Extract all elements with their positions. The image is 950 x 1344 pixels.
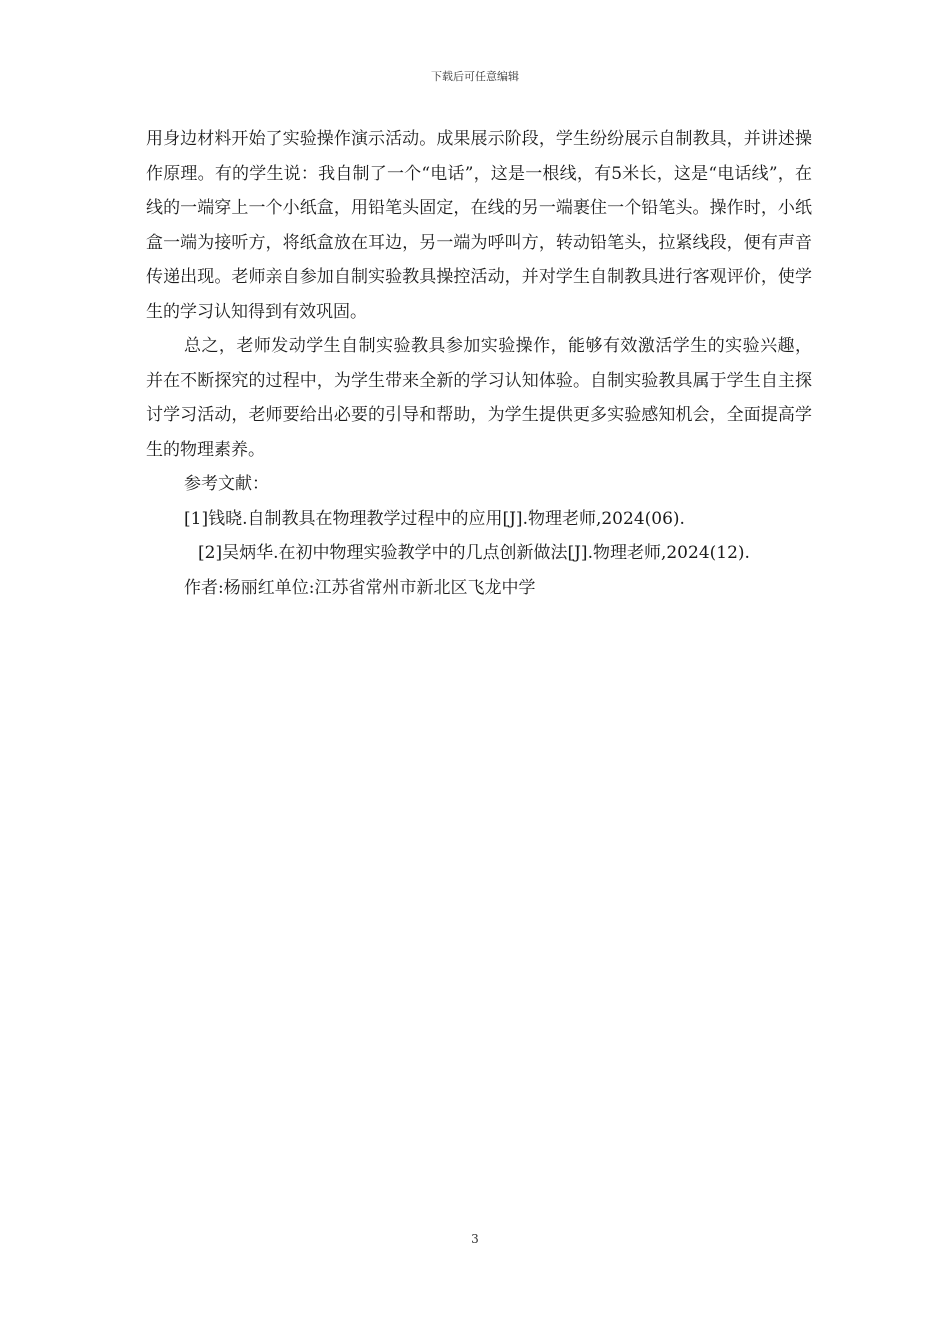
- document-body: [146, 122, 812, 605]
- author-line: 作者:杨丽红单位:江苏省常州市新北区飞龙中学: [184, 577, 536, 598]
- page-header-note: 下载后可任意编辑: [431, 70, 519, 83]
- reference-1: [1]钱晓.自制教具在物理教学过程中的应用[J].物理老师,2024(06).: [184, 508, 685, 529]
- page-number: 3: [471, 1232, 479, 1246]
- reference-2: [2]吴炳华.在初中物理实验教学中的几点创新做法[J].物理老师,2024(12).: [198, 543, 750, 563]
- body-paragraph-2: 总之，老师发动学生自制实验教具参加实验操作，能够有效激活学生的实验兴趣，并在不断探究的过程中，为学生带来全新的学习认知体验。自制实验教具属于学生自主探讨学习活动，老师要给出必要的引导和帮助，为学生提供更多实验感知机会，全面提高学生的物理素养。: [146, 336, 812, 460]
- body-paragraph-1: 用身边材料开始了实验操作演示活动。成果展示阶段，学生纷纷展示自制教具，并讲述操作原理。有的学生说：我自制了一个“电话”，这是一根线，有5米长，这是“电话线”，在线的一端穿上一个小纸盒，用铅笔头固定，在线的另一端裹住一个铅笔头。操作时，小纸盒一端为接听方，将纸盒放在耳边，另一端为呼叫方，转动铅笔头，拉紧线段，便有声音传递出现。老师亲自参加自制实验教具操控活动，并对学生自制教具进行客观评价，使学生的学习认知得到有效巩固。: [146, 129, 812, 322]
- references-heading: 参考文献：: [184, 474, 269, 494]
